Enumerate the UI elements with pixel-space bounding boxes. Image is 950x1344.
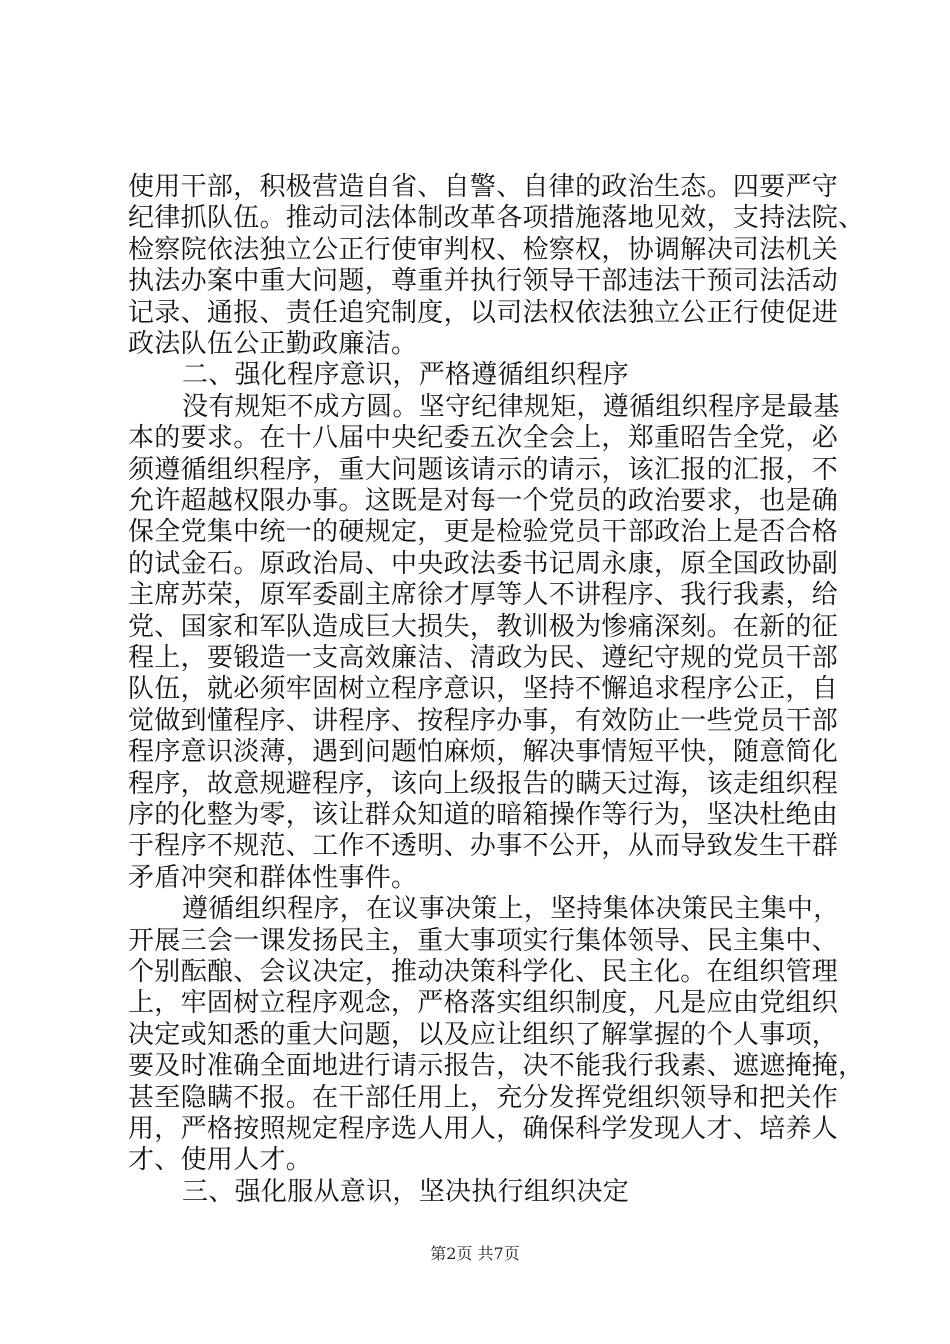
section-heading: 二、强化程序意识，严格遵循组织程序 xyxy=(182,360,630,391)
text-line: 于程序不规范、工作不透明、办事不公开，从而导致发生干群 xyxy=(128,831,839,862)
text-line: 允许超越权限办事。这既是对每一个党员的政治要求，也是确 xyxy=(128,486,839,516)
text-line: 执法办案中重大问题，尊重并执行领导干部违法干预司法活动 xyxy=(128,266,839,297)
text-line: 程上，要锻造一支高效廉洁、清政为民、遵纪守规的党员干部 xyxy=(128,643,839,673)
text-line: 决定或知悉的重大问题，以及应让组织了解掌握的个人事项， xyxy=(128,1019,839,1050)
text-line: 上，牢固树立程序观念，严格落实组织制度，凡是应由党组织 xyxy=(128,988,839,1019)
text-line: 个别酝酿、会议决定，推动决策科学化、民主化。在组织管理 xyxy=(128,957,839,987)
section-heading: 三、强化服从意识，坚决执行组织决定 xyxy=(182,1176,630,1207)
text-line: 没有规矩不成方圆。坚守纪律规矩，遵循组织程序是最基 xyxy=(182,391,840,422)
text-line: 须遵循组织程序，重大问题该请示的请示，该汇报的汇报，不 xyxy=(128,454,839,485)
text-line: 的试金石。原政治局、中央政法委书记周永康，原全国政协副 xyxy=(128,548,839,579)
page-number: 第2页 共7页 xyxy=(430,1244,520,1263)
text-line: 检察院依法独立公正行使审判权、检察权，协调解决司法机关 xyxy=(128,234,839,265)
text-line: 觉做到懂程序、讲程序、按程序办事，有效防止一些党员干部 xyxy=(128,705,839,736)
text-line: 甚至隐瞒不报。在干部任用上，充分发挥党组织领导和把关作 xyxy=(128,1082,839,1113)
text-line: 矛盾冲突和群体性事件。 xyxy=(128,862,418,893)
text-line: 用，严格按照规定程序选人用人，确保科学发现人才、培养人 xyxy=(128,1114,839,1144)
text-line: 政法队伍公正勤政廉洁。 xyxy=(128,329,418,359)
text-line: 程序意识淡薄，遇到问题怕麻烦，解决事情短平快，随意简化 xyxy=(128,737,839,768)
text-line: 保全党集中统一的硬规定，更是检验党员干部政治上是否合格 xyxy=(128,517,839,548)
text-line: 使用干部，积极营造自省、自警、自律的政治生态。四要严守 xyxy=(128,172,839,202)
text-line: 要及时准确全面地进行请示报告，决不能我行我素、遮遮掩掩， xyxy=(128,1051,865,1082)
text-line: 纪律抓队伍。推动司法体制改革各项措施落地见效，支持法院、 xyxy=(128,203,865,234)
text-line: 开展三会一课发扬民主，重大事项实行集体领导、民主集中、 xyxy=(128,925,839,956)
text-line: 才、使用人才。 xyxy=(128,1145,313,1176)
text-line: 主席苏荣，原军委副主席徐才厚等人不讲程序、我行我素，给 xyxy=(128,580,839,611)
text-line: 队伍，就必须牢固树立程序意识，坚持不懈追求程序公正，自 xyxy=(128,674,839,705)
text-line: 党、国家和军队造成巨大损失，教训极为惨痛深刻。在新的征 xyxy=(128,611,839,642)
text-line: 遵循组织程序，在议事决策上，坚持集体决策民主集中， xyxy=(182,894,840,925)
text-line: 序的化整为零，该让群众知道的暗箱操作等行为，坚决杜绝由 xyxy=(128,800,839,830)
text-line: 本的要求。在十八届中央纪委五次全会上，郑重昭告全党，必 xyxy=(128,423,839,454)
text-line: 记录、通报、责任追究制度，以司法权依法独立公正行使促进 xyxy=(128,297,839,328)
text-line: 程序，故意规避程序，该向上级报告的瞒天过海，该走组织程 xyxy=(128,768,839,799)
